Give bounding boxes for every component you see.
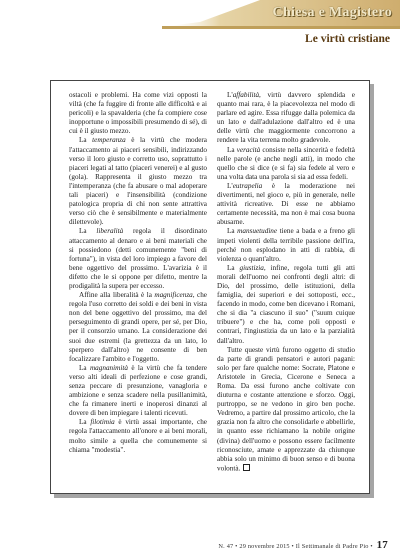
article-frame [50,80,370,494]
virtue-term: temperanza [92,136,126,145]
paragraph: Affine alla liberalità è la magnificenza, che regola l'uso corretto dei soldi e dei beni in vista non del bene oggettivo del prossimo, ma del perseguimento di grandi opere, per sé, per Dio, per il consorzio umano. La considerazione dei suoi due estremi (la grettezza da un lato, lo sperpero dall'altro) ne consente di ben focalizzare l'ambito e l'oggetto. [69,291,207,363]
paragraph: La giustizia, infine, regola tutti gli atti morali dell'uomo nei confronti degli altri: di Dio, del prossimo, delle istituzioni, della famiglia, dei superiori e dei sottoposti, ecc., facendo in modo, come ben dicevano i Romani, che si dia "a ciascuno il suo" ("suum cuique tribuere") e che ha, come poli opposti e contrari, l'ingiustizia da un lato e la parzialità dall'altro. [217,263,355,345]
virtue-term: affabilità [232,91,260,99]
left-column [69,91,207,485]
paragraph: L'affabilità, virtù davvero splendida e quanto mai rara, è la piacevolezza nel modo di parlare ed agire. Essa rifugge dalla polemica da un lato e dall'adulazione dall'altro ed è una delle virtù che maggiormente concorrono a rendere la vita terrena molto gradevole. [217,91,355,145]
virtue-term: eutrapelia [232,181,263,190]
end-of-article-mark [243,464,250,471]
virtue-term: magnanimità [89,363,128,372]
paragraph: La filotimia è virtù assai importante, che regola l'attaccamento all'onore e ai beni morali, molto simile a quella che comunemente si chiama "modestia". [69,418,207,454]
issue-info: N. 47 • 29 novembre 2015 • Il Settimanale di Padre Pio • [218,543,373,550]
paragraph: ostacoli e problemi. Ha come vizi opposti la viltà (che fa fuggire di fronte alle difficoltà e ai pericoli) e la spavalderia (che fa compiere cose inopportune o impossibili presumendo di sé), di cui è il giusto mezzo. [69,91,207,136]
header-band [162,26,400,29]
page-footer [218,539,388,551]
virtue-term: giustizia [239,263,264,272]
virtue-term: magnificenza [154,291,193,300]
right-column [217,91,355,485]
paragraph: Tutte queste virtù furono oggetto di studio da parte di grandi pensatori e autori pagani: solo per fare qualche nome: Socrate, Platone e Aristotele in Grecia, Cicerone e Seneca a Roma. Da essi furono anche coltivate con diuturna e costante attenzione e sforzo. Oggi, purtroppo, se ne vedono in giro ben poche. Vedremo, a partire dal prossimo articolo, che la grazia non fa altro che consolidarle e abbellirle, in quanto esse richiamano la nobile origine (divina) dell'uomo e possono essere facilmente riconosciute, amate e apprezzate da chiunque abbia solo un minimo di buon senso e di buona volontà. [217,345,355,473]
virtue-term: liberalità [96,227,124,236]
virtue-term: filotimia [90,418,115,427]
paragraph: La veracità consiste nella sincerità e fedeltà nelle parole (e anche negli atti), in modo che quello che si dice (e si fa) sia fedele al vero e una volta data una parola si sia ad essa fedeli. [217,145,355,181]
paragraph: La mansuetudine tiene a bada e a freno gli impeti violenti della terribile passione dell'ira, perché non esplodano in atti di rabbia, di violenza o quant'altro. [217,227,356,263]
section-title: Chiesa e Magistero [272,5,392,20]
section-subtitle: Le virtù cristiane [305,33,390,45]
page-header [0,0,400,64]
virtue-term: mansuetudine [237,227,278,236]
paragraph: La magnanimità è la virtù che fa tendere verso alti ideali di perfezione e cose grandi, senza peccare di presunzione, vanagloria e ambizione e senza scadere nella pusillanimità, che fa rimanere inerti e inoperosi dinanzi al dovere di ben impiegare i talenti ricevuti. [69,363,207,418]
virtue-term: veracità [236,145,261,154]
paragraph: L'eutrapelia è la moderazione nei divertimenti, nel gioco e, più in generale, nelle attività ricreative. Di esse ne abbiamo certamente necessità, ma non è mai cosa buona abusarne. [217,181,355,227]
paragraph: La temperanza è la virtù che modera l'attaccamento ai piaceri sensibili, indirizzando verso il loro giusto e corretto uso, soprattutto i piaceri legati al tatto (piaceri venerei) e al gusto (gola). Rappresenta il giusto mezzo tra l'intemperanza (che fa abusare o mal adoperare tali piaceri) e l'insensibilità (condizione patologica propria di chi non sente attrattiva verso ciò che è sensibilmente e materialmente dilettevole). [69,136,207,227]
page-number: 17 [376,539,388,551]
paragraph: La liberalità regola il disordinato attaccamento al denaro e ai beni materiali che si possiedono (detti comunemente "beni di fortuna"), in vista del loro impiego a favore del bene oggettivo del prossimo. L'avarizia è il difetto che le si oppone per difetto, mentre la prodigalità la supera per eccesso. [69,227,207,290]
